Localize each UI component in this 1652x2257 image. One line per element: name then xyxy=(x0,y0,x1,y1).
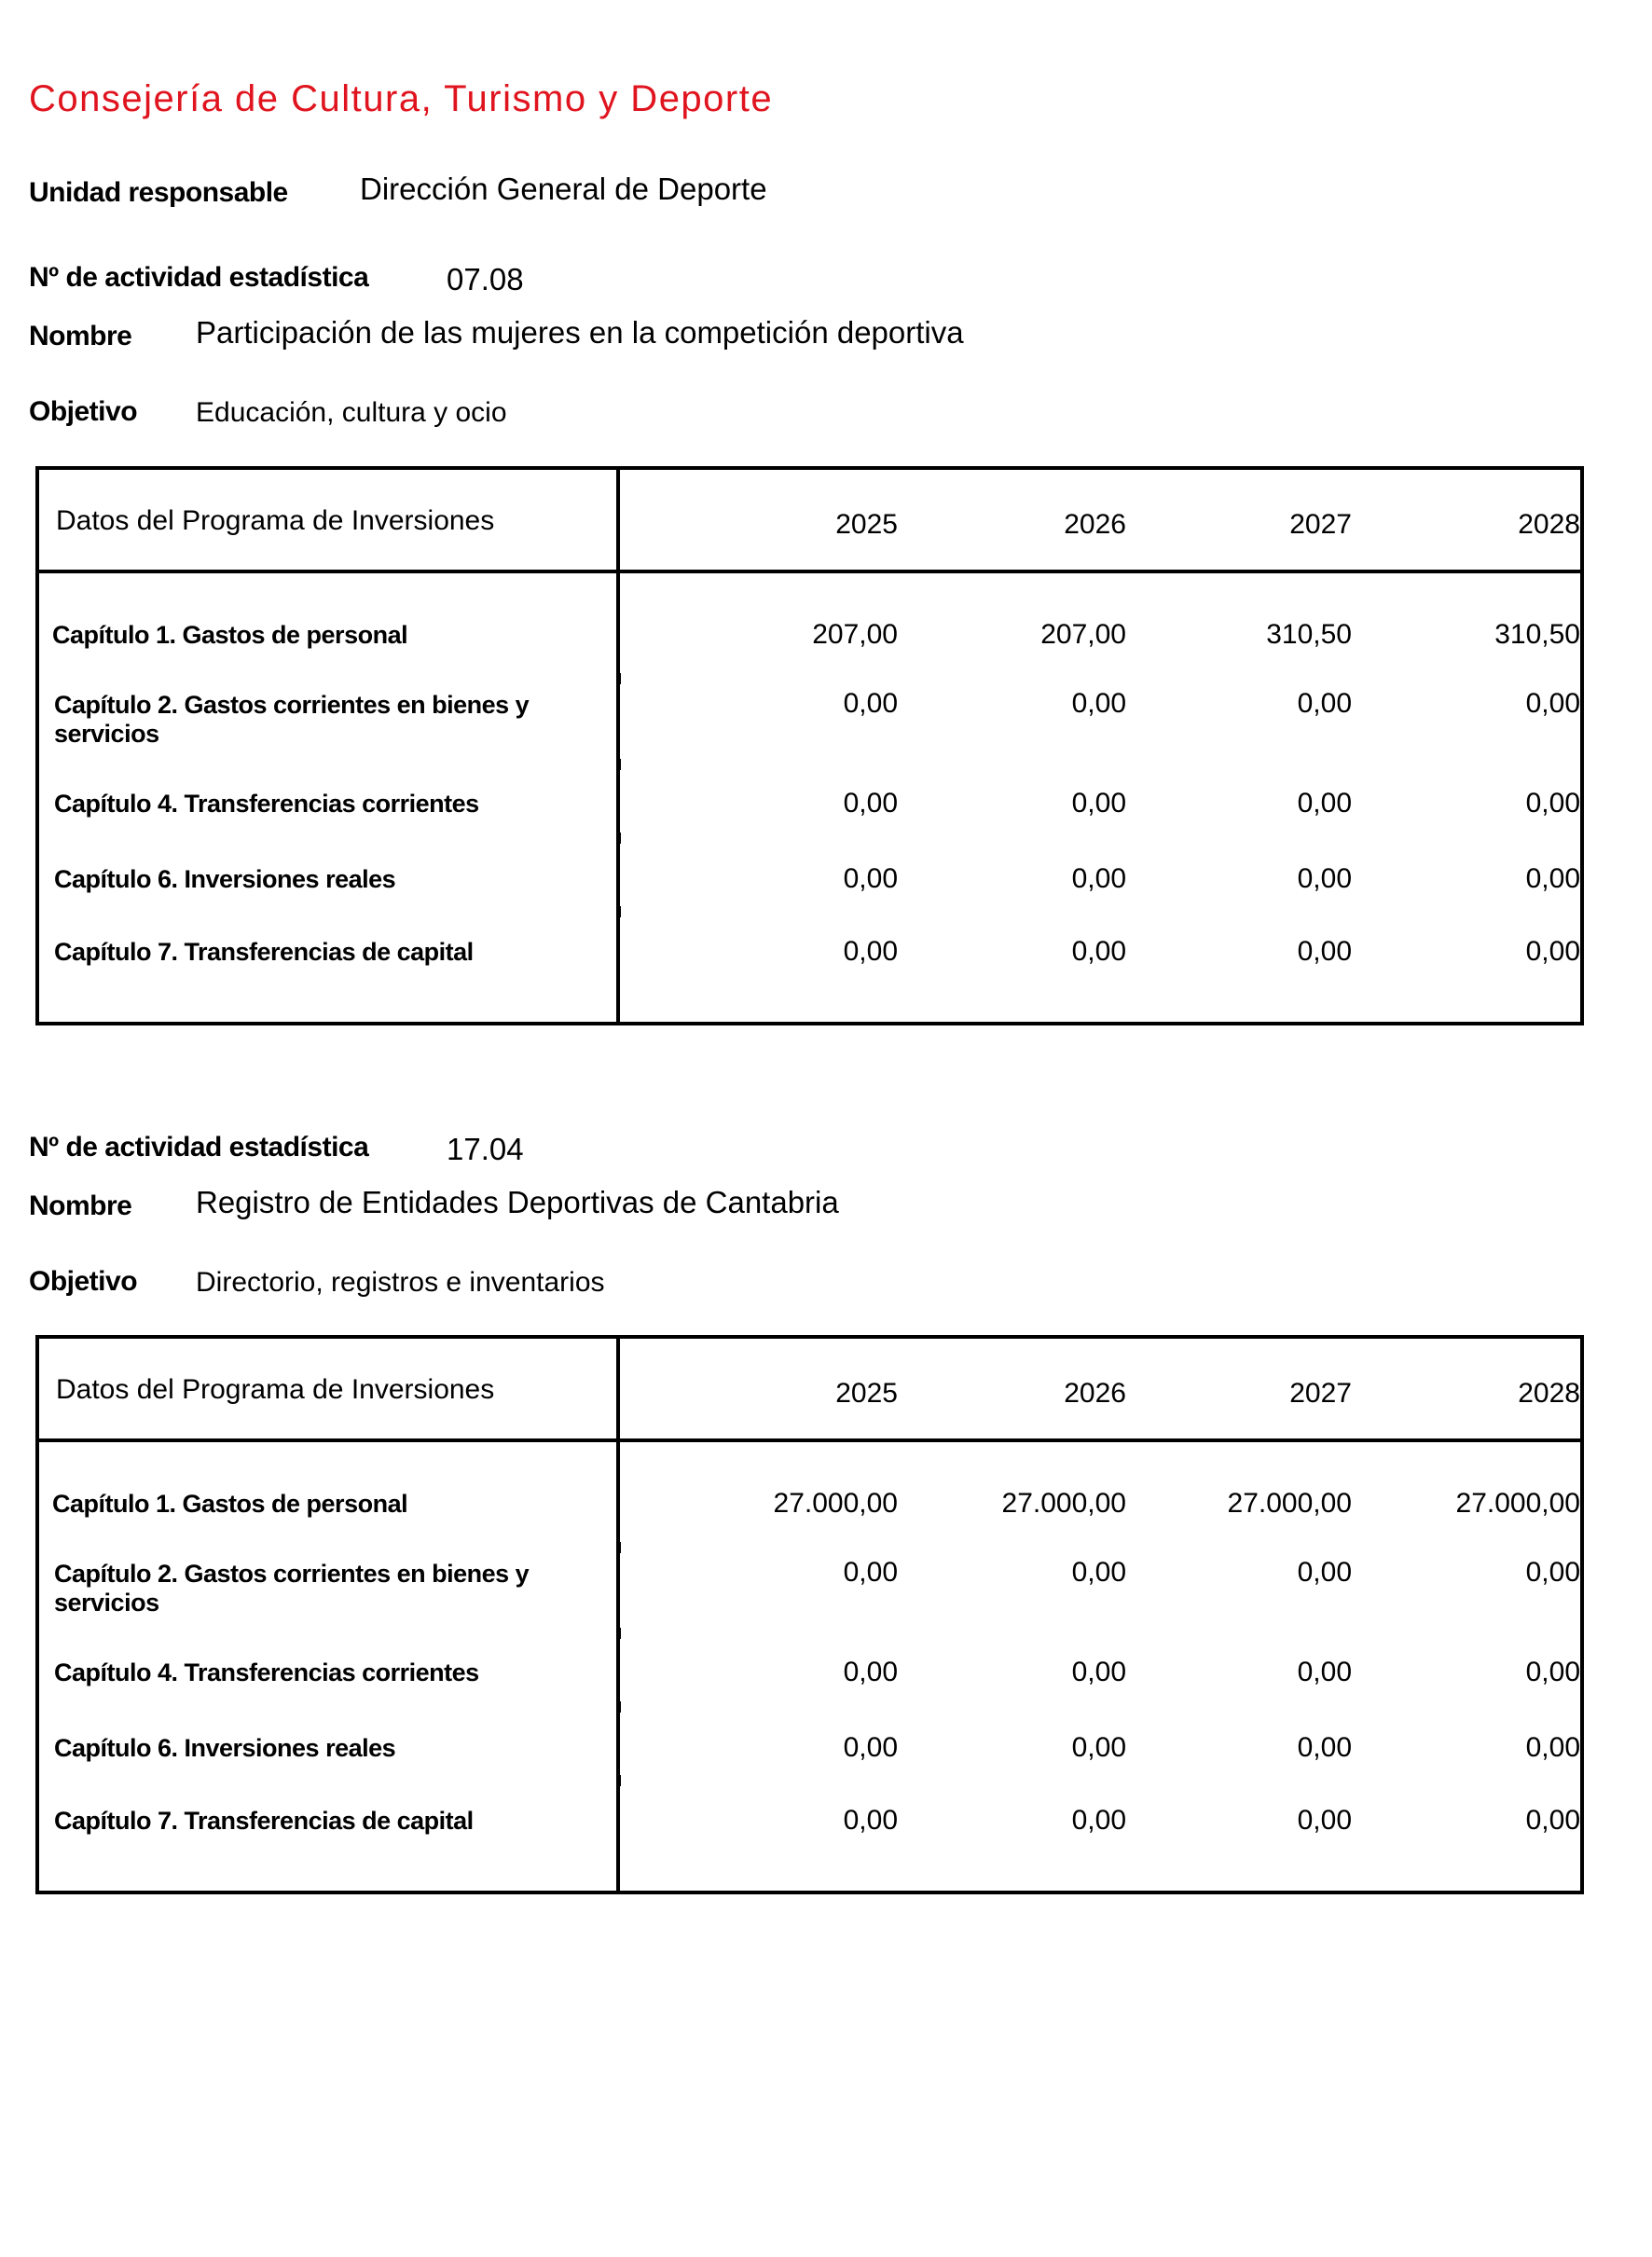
table-header-title: Datos del Programa de Inversiones xyxy=(56,1374,495,1405)
activity-objective: Educación, cultura y ocio xyxy=(196,397,507,428)
row-value: 0,00 xyxy=(1071,1557,1126,1588)
row-value: 207,00 xyxy=(812,619,898,650)
investment-table xyxy=(35,1335,1584,1894)
column-divider xyxy=(616,470,620,1022)
row-value: 0,00 xyxy=(843,1657,898,1687)
activity-number-label: Nº de actividad estadística xyxy=(29,262,369,293)
activity-number-label: Nº de actividad estadística xyxy=(29,1132,369,1163)
row-tick xyxy=(616,1542,621,1553)
year-header: 2027 xyxy=(1289,1378,1352,1409)
row-value: 0,00 xyxy=(1525,1732,1580,1763)
row-value: 0,00 xyxy=(843,1557,898,1588)
row-label: Capítulo 6. Inversiones reales xyxy=(54,1734,396,1762)
row-value: 0,00 xyxy=(1525,936,1580,967)
row-tick xyxy=(616,833,621,844)
row-label-line: servicios xyxy=(54,720,159,748)
row-value: 27.000,00 xyxy=(1001,1488,1126,1519)
activity-name-label: Nombre xyxy=(29,1190,132,1221)
row-value: 0,00 xyxy=(843,936,898,967)
row-tick xyxy=(616,1701,621,1713)
year-header: 2025 xyxy=(835,509,898,540)
row-value: 0,00 xyxy=(1071,1657,1126,1687)
row-value: 0,00 xyxy=(1525,863,1580,894)
year-header: 2026 xyxy=(1064,509,1126,540)
unidad-value: Dirección General de Deporte xyxy=(360,172,767,206)
row-label: Capítulo 7. Transferencias de capital xyxy=(54,938,474,966)
unidad-label: Unidad responsable xyxy=(29,177,288,208)
row-label-line: Capítulo 2. Gastos corrientes en bienes y xyxy=(54,691,530,719)
row-value: 0,00 xyxy=(843,1805,898,1836)
row-value: 0,00 xyxy=(1297,1557,1352,1588)
row-value: 0,00 xyxy=(1297,1657,1352,1687)
activity-number: 07.08 xyxy=(447,262,524,296)
row-value: 0,00 xyxy=(1297,688,1352,719)
year-header: 2026 xyxy=(1064,1378,1126,1409)
year-header: 2027 xyxy=(1289,509,1352,540)
activity-number: 17.04 xyxy=(447,1132,524,1166)
row-value: 0,00 xyxy=(1071,688,1126,719)
row-label: Capítulo 1. Gastos de personal xyxy=(52,1490,408,1518)
year-header: 2025 xyxy=(835,1378,898,1409)
row-value: 0,00 xyxy=(843,788,898,819)
header-divider xyxy=(39,1438,1580,1442)
investment-table xyxy=(35,466,1584,1025)
row-tick xyxy=(616,1628,621,1639)
row-label: Capítulo 4. Transferencias corrientes xyxy=(54,1658,479,1686)
row-label-line: servicios xyxy=(54,1589,159,1617)
row-label: Capítulo 1. Gastos de personal xyxy=(52,621,408,649)
row-value: 27.000,00 xyxy=(1227,1488,1352,1519)
activity-name: Registro de Entidades Deportivas de Cantabria xyxy=(196,1185,839,1219)
row-value: 0,00 xyxy=(1071,788,1126,819)
row-value: 0,00 xyxy=(1525,688,1580,719)
row-value: 0,00 xyxy=(1297,1805,1352,1836)
column-divider xyxy=(616,1339,620,1891)
row-value: 0,00 xyxy=(1071,936,1126,967)
row-label: Capítulo 6. Inversiones reales xyxy=(54,865,396,893)
row-value: 0,00 xyxy=(1297,788,1352,819)
row-tick xyxy=(616,673,621,684)
row-value: 0,00 xyxy=(1071,863,1126,894)
activity-objective: Directorio, registros e inventarios xyxy=(196,1267,605,1298)
row-label xyxy=(54,1560,529,1617)
table-header-title: Datos del Programa de Inversiones xyxy=(56,505,495,536)
row-value: 310,50 xyxy=(1494,619,1580,650)
row-value: 0,00 xyxy=(843,688,898,719)
row-label: Capítulo 7. Transferencias de capital xyxy=(54,1807,474,1835)
row-tick xyxy=(616,759,621,770)
row-label xyxy=(54,691,529,749)
row-label: Capítulo 4. Transferencias corrientes xyxy=(54,790,479,818)
year-header: 2028 xyxy=(1518,1378,1580,1409)
row-tick xyxy=(616,1775,621,1786)
row-value: 0,00 xyxy=(1071,1732,1126,1763)
row-value: 0,00 xyxy=(1297,863,1352,894)
row-value: 27.000,00 xyxy=(1455,1488,1580,1519)
row-value: 310,50 xyxy=(1266,619,1352,650)
row-value: 0,00 xyxy=(1297,936,1352,967)
row-value: 207,00 xyxy=(1040,619,1126,650)
header-divider xyxy=(39,570,1580,573)
row-value: 0,00 xyxy=(1071,1805,1126,1836)
row-value: 0,00 xyxy=(1525,1557,1580,1588)
consejeria-title: Consejería de Cultura, Turismo y Deporte xyxy=(29,78,774,119)
activity-objective-label: Objetivo xyxy=(29,396,138,427)
activity-name: Participación de las mujeres en la competición deportiva xyxy=(196,315,964,350)
row-value: 0,00 xyxy=(1525,1657,1580,1687)
row-value: 27.000,00 xyxy=(773,1488,898,1519)
activity-name-label: Nombre xyxy=(29,321,132,351)
activity-objective-label: Objetivo xyxy=(29,1266,138,1297)
year-header: 2028 xyxy=(1518,509,1580,540)
row-label-line: Capítulo 2. Gastos corrientes en bienes y xyxy=(54,1560,530,1588)
row-value: 0,00 xyxy=(1525,1805,1580,1836)
row-tick xyxy=(616,906,621,917)
row-value: 0,00 xyxy=(1525,788,1580,819)
row-value: 0,00 xyxy=(843,863,898,894)
row-value: 0,00 xyxy=(843,1732,898,1763)
row-value: 0,00 xyxy=(1297,1732,1352,1763)
